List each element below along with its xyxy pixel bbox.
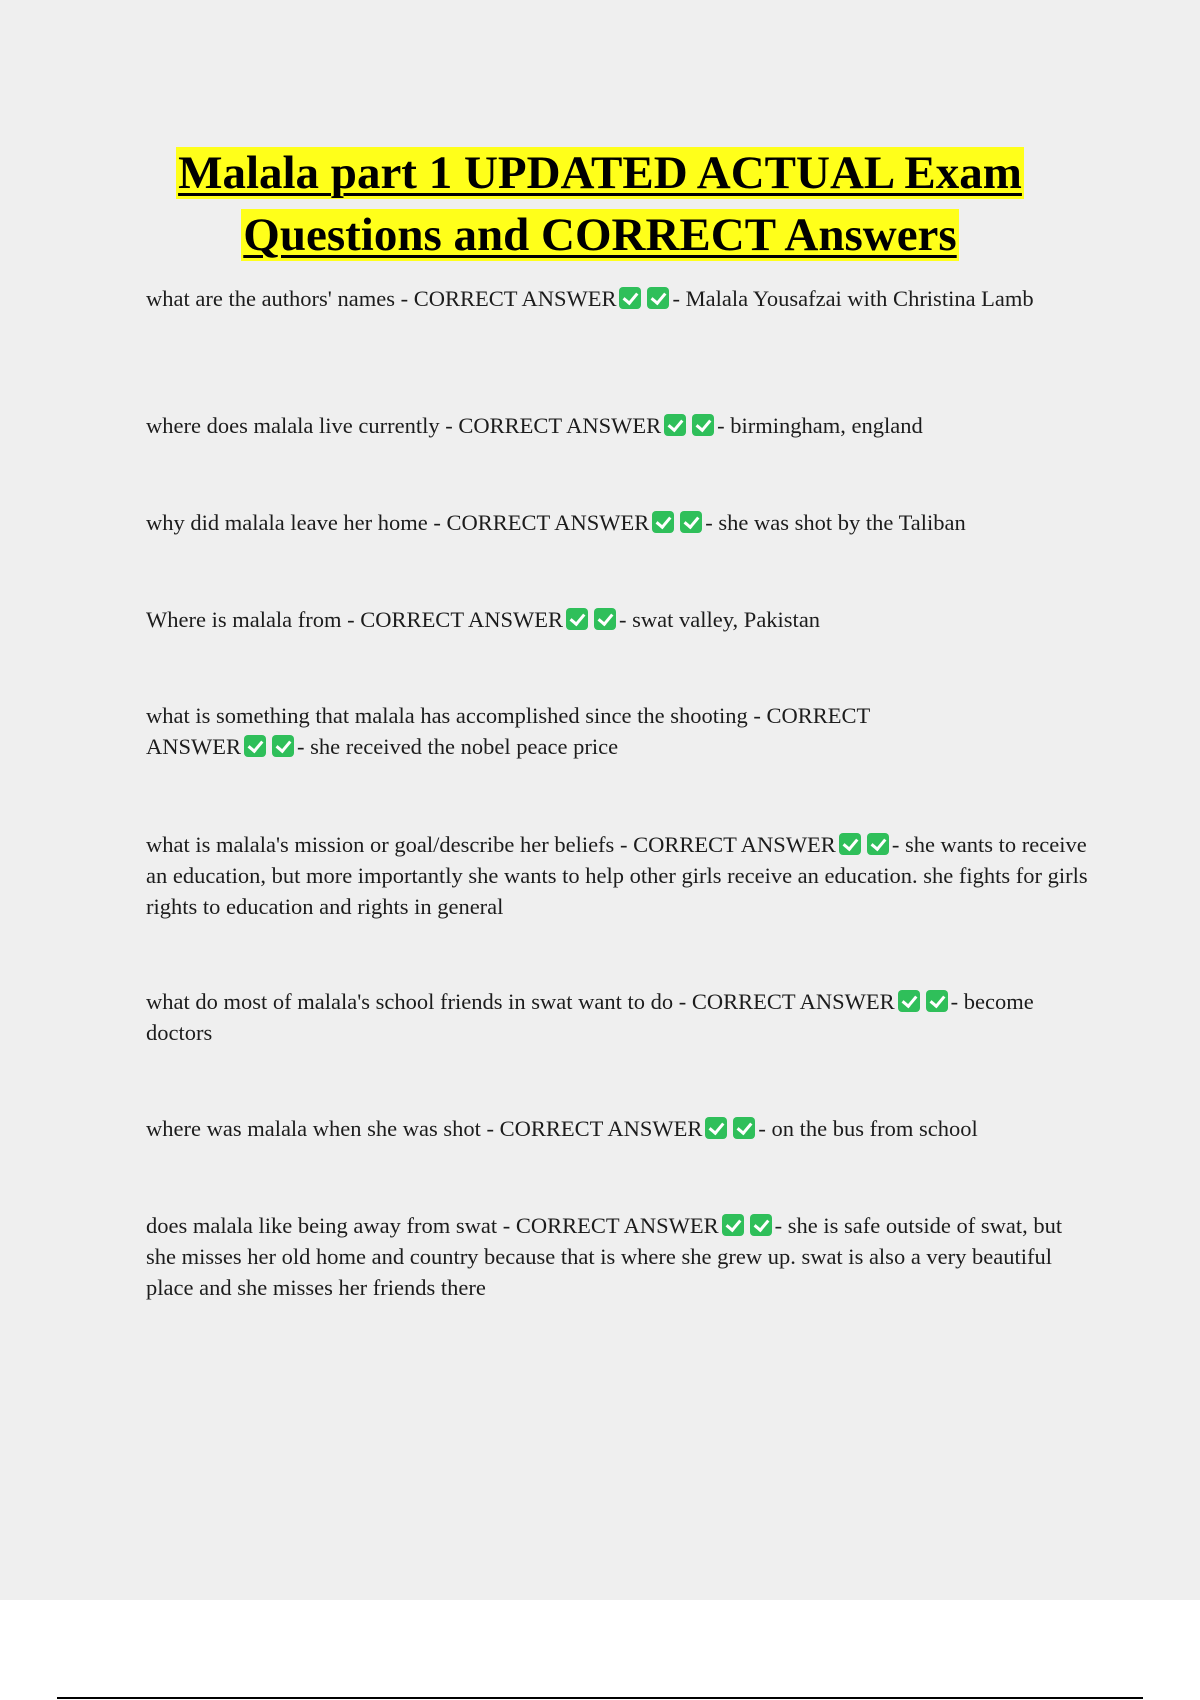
answer-text: she is safe outside of swat, but she misses her old home and country because that is where she grew up. swat is also a very beautiful place and she misses her friends there	[146, 1213, 1063, 1300]
question-text: what is something that malala has accomplished since the shooting	[146, 703, 748, 728]
answer-marker: CORRECT ANSWER	[446, 510, 650, 535]
check-mark-icon	[244, 735, 266, 757]
answer-text: she received the nobel peace price	[310, 734, 619, 759]
question-text: Where is malala from	[146, 607, 342, 632]
qa-item: where does malala live currently - CORRECT ANSWER - birmingham, england	[146, 413, 923, 438]
answer-text: swat valley, Pakistan	[632, 607, 821, 632]
check-mark-icon	[722, 1214, 744, 1236]
check-mark-icon	[272, 735, 294, 757]
check-mark-icon	[594, 608, 616, 630]
check-mark-icon	[750, 1214, 772, 1236]
answer-marker: CORRECT ANSWER	[515, 1213, 719, 1238]
answer-marker: CORRECT ANSWER	[413, 286, 617, 311]
qa-item: what is something that malala has accomplished since the shooting - CORRECT ANSWER - she received the nobel peace price	[146, 703, 870, 759]
check-mark-icon	[926, 990, 948, 1012]
check-mark-icon	[566, 608, 588, 630]
qa-item: what are the authors' names - CORRECT ANSWER - Malala Yousafzai with Christina Lamb	[146, 286, 1034, 311]
answer-text: Malala Yousafzai with Christina Lamb	[685, 286, 1034, 311]
question-text: what are the authors' names	[146, 286, 395, 311]
check-mark-icon	[647, 287, 669, 309]
qa-item: where was malala when she was shot - CORRECT ANSWER - on the bus from school	[146, 1116, 978, 1141]
answer-text: become doctors	[146, 989, 1034, 1045]
check-mark-icon	[867, 833, 889, 855]
check-mark-icon	[733, 1117, 755, 1139]
check-mark-icon	[839, 833, 861, 855]
check-mark-icon	[692, 414, 714, 436]
answer-text: birmingham, england	[730, 413, 923, 438]
qa-item: what is malala's mission or goal/describe her beliefs - CORRECT ANSWER - she wants to receive an education, but more importantly she wants to help other girls receive an education. she fights for girls rights to education and rights in general	[146, 832, 1088, 919]
answer-marker: CORRECT ANSWER	[458, 413, 662, 438]
answer-text: she wants to receive an education, but more importantly she wants to help other girls receive an education. she fights for girls rights to education and rights in general	[146, 832, 1088, 919]
qa-item: Where is malala from - CORRECT ANSWER - swat valley, Pakistan	[146, 607, 821, 632]
answer-marker: CORRECT ANSWER	[633, 832, 836, 857]
question-text: does malala like being away from swat	[146, 1213, 498, 1238]
answer-marker: CORRECT ANSWER	[691, 989, 895, 1014]
page-divider	[57, 1697, 1143, 1699]
question-text: what is malala's mission or goal/describe her beliefs	[146, 832, 615, 857]
question-text: what do most of malala's school friends in swat want to do	[146, 989, 674, 1014]
answer-marker: CORRECT ANSWER	[146, 703, 870, 759]
qa-item: what do most of malala's school friends in swat want to do - CORRECT ANSWER - become doctors	[146, 989, 1034, 1045]
answer-text: on the bus from school	[771, 1116, 978, 1141]
question-text: where was malala when she was shot	[146, 1116, 481, 1141]
check-mark-icon	[898, 990, 920, 1012]
answer-marker: CORRECT ANSWER	[499, 1116, 703, 1141]
question-text: where does malala live currently	[146, 413, 440, 438]
answer-text: she was shot by the Taliban	[718, 510, 966, 535]
answer-marker: CORRECT ANSWER	[360, 607, 564, 632]
check-mark-icon	[619, 287, 641, 309]
question-text: why did malala leave her home	[146, 510, 428, 535]
check-mark-icon	[652, 511, 674, 533]
qa-item: does malala like being away from swat - CORRECT ANSWER - she is safe outside of swat, but she misses her old home and country because that is where she grew up. swat is also a very beautiful place and she misses her friends there	[146, 1213, 1063, 1300]
check-mark-icon	[680, 511, 702, 533]
check-mark-icon	[705, 1117, 727, 1139]
check-mark-icon	[664, 414, 686, 436]
document-title: Malala part 1 UPDATED ACTUAL Exam Questions and CORRECT Answers	[178, 147, 1022, 261]
qa-item: why did malala leave her home - CORRECT ANSWER - she was shot by the Taliban	[146, 510, 966, 535]
